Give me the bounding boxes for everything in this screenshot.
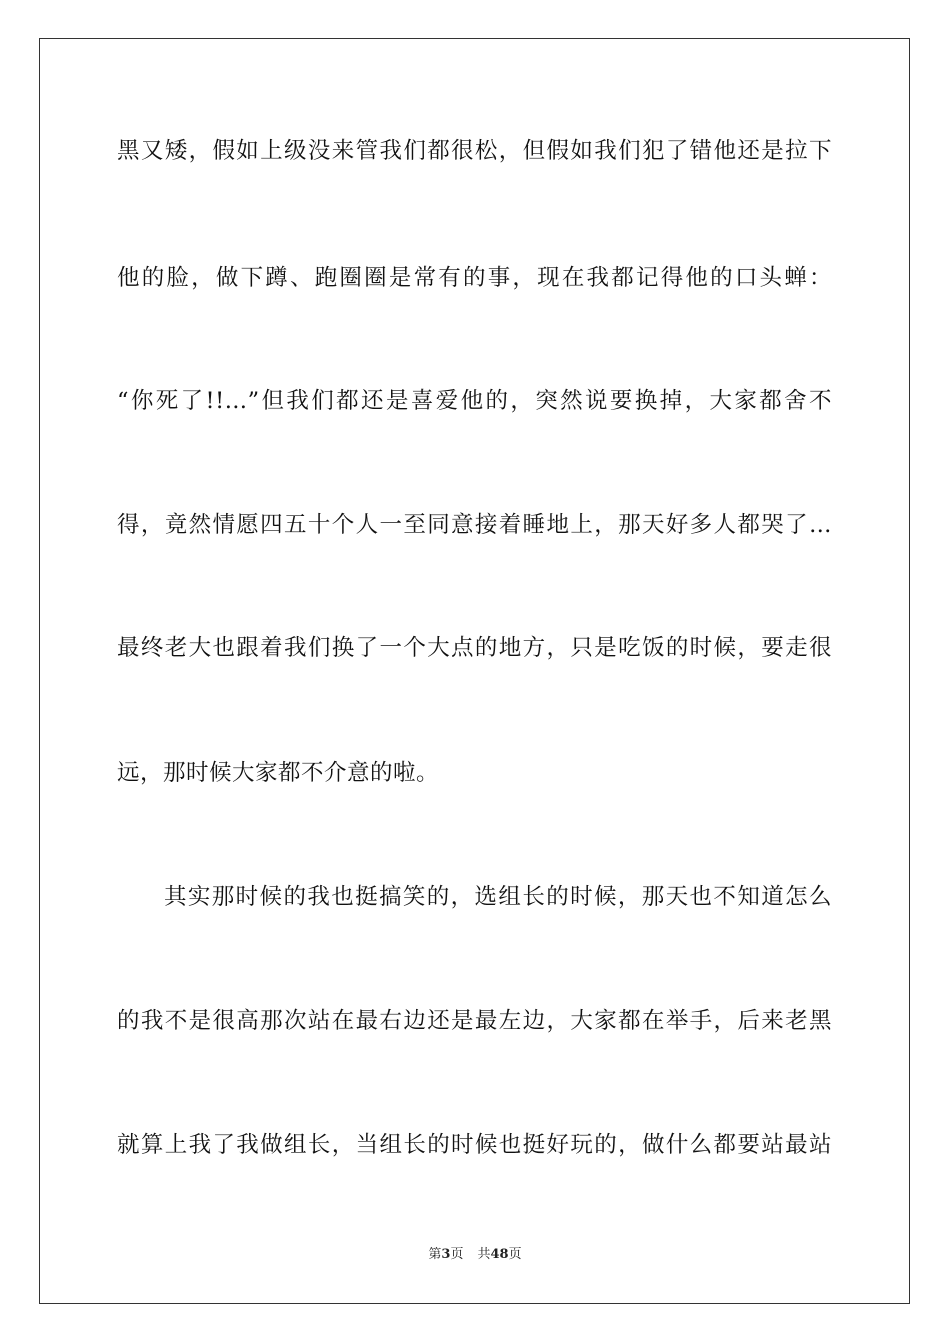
page-footer (0, 1246, 950, 1264)
footer-total-prefix: 共 (477, 1247, 491, 1262)
body-text-line-6: 远，那时候大家都不介意的啦。 (117, 760, 440, 786)
body-text-line-1: 黑又矮，假如上级没来管我们都很松，但假如我们犯了错他还是拉下 (117, 138, 832, 164)
body-text-line-8: 的我不是很高那次站在最右边还是最左边，大家都在举手，后来老黑 (117, 1008, 832, 1034)
body-text-line-2: 他的脸，做下蹲、跑圈圈是常有的事，现在我都记得他的口头蝉： (117, 265, 832, 291)
footer-page-suffix: 页 (450, 1247, 464, 1262)
body-text-line-9: 就算上我了我做组长，当组长的时候也挺好玩的，做什么都要站最站 (117, 1132, 832, 1158)
body-text-line-5: 最终老大也跟着我们换了一个大点的地方，只是吃饭的时候，要走很 (117, 635, 832, 661)
footer-total-suffix: 页 (508, 1247, 522, 1262)
footer-total-pages: 48 (490, 1247, 509, 1262)
page-border (39, 38, 910, 1304)
footer-page-number: 3 (441, 1247, 451, 1262)
footer-page-prefix: 第 (428, 1247, 442, 1262)
body-text-line-3: “你死了!!…”但我们都还是喜爱他的，突然说要换掉，大家都舍不 (117, 388, 832, 414)
paragraph-first-line: 其实那时候的我也挺搞笑的，选组长的时候，那天也不知道怎么 (164, 884, 832, 910)
body-text-line-4: 得，竟然情愿四五十个人一至同意接着睡地上，那天好多人都哭了… (117, 512, 832, 538)
